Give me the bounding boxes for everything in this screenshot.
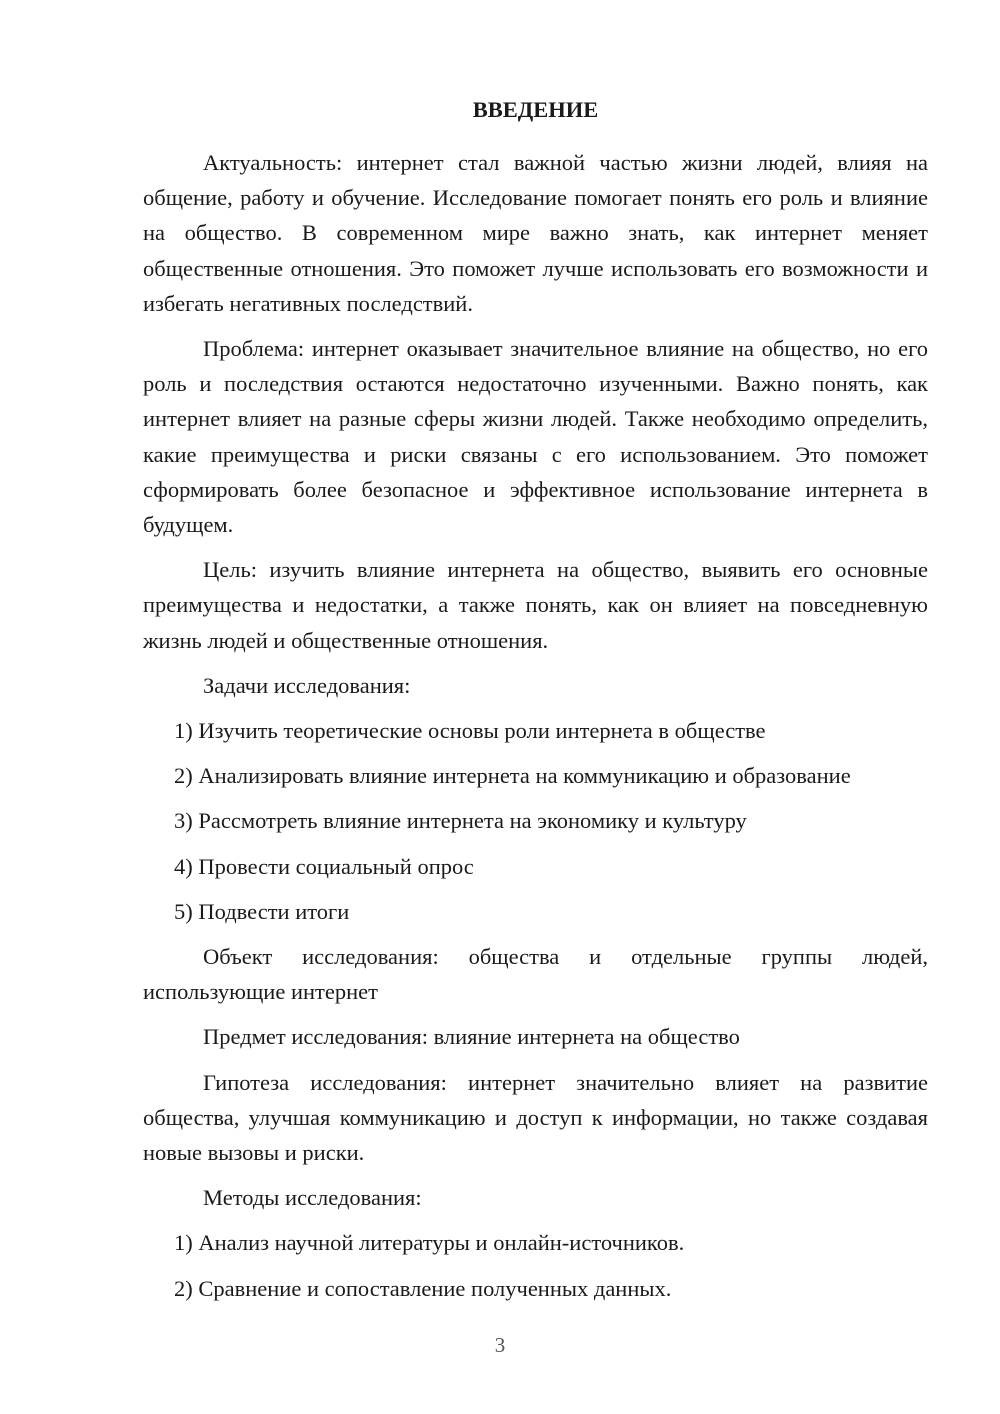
methods-heading: Методы исследования:	[203, 1185, 422, 1211]
task-item-4: 4) Провести социальный опрос	[174, 853, 474, 879]
relevance-paragraph: Актуальность: интернет стал важной частью жизни людей, влияя на общение, работу и обучение. Исследование помогает понять его роль и влияние на общество. В современном мире важно знать, как интернет меняет общественные отношения. Это поможет лучше использовать его возможности и избегать негативных последствий.	[143, 150, 928, 316]
page-number: 3	[494, 1333, 506, 1357]
object-paragraph: Объект исследования: общества и отдельные группы людей, использующие интернет	[143, 944, 928, 1005]
method-item-1: 1) Анализ научной литературы и онлайн-источников.	[174, 1230, 685, 1256]
goal-paragraph: Цель: изучить влияние интернета на общество, выявить его основные преимущества и недостатки, а также понять, как он влияет на повседневную жизнь людей и общественные отношения.	[143, 557, 928, 653]
problem-paragraph: Проблема: интернет оказывает значительное влияние на общество, но его роль и последствия остаются недостаточно изученными. Важно понять, как интернет влияет на разные сферы жизни людей. Также необходимо определить, какие преимущества и риски связаны с его использованием. Это поможет сформировать более безопасное и эффективное использование интернета в будущем.	[143, 336, 928, 538]
hypothesis-paragraph: Гипотеза исследования: интернет значительно влияет на развитие общества, улучшая коммуникацию и доступ к информации, но также создавая новые вызовы и риски.	[143, 1069, 928, 1166]
method-item-2: 2) Сравнение и сопоставление полученных данных.	[174, 1275, 672, 1301]
task-item-2: 2) Анализировать влияние интернета на коммуникацию и образование	[174, 763, 851, 789]
tasks-heading: Задачи исследования:	[203, 672, 411, 698]
subject-line: Предмет исследования: влияние интернета на общество	[203, 1024, 740, 1050]
page-content	[143, 92, 928, 1316]
task-item-5: 5) Подвести итоги	[174, 898, 350, 924]
task-item-1: 1) Изучить теоретические основы роли интернета в обществе	[174, 718, 766, 744]
task-item-3: 3) Рассмотреть влияние интернета на экономику и культуру	[174, 808, 747, 834]
page-title: ВВЕДЕНИЕ	[472, 97, 599, 122]
